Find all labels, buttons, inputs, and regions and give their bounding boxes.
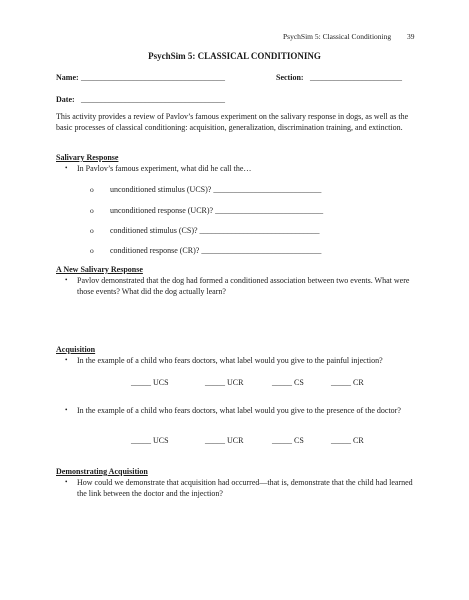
salivary-item-cs: conditioned stimulus (CS)? ______________________________ — [110, 226, 320, 235]
date-label: Date: — [56, 95, 75, 104]
section-line: _______________________ — [310, 73, 402, 82]
sub-bullet-icon: o — [90, 246, 94, 255]
new-salivary-heading: A New Salivary Response — [56, 265, 143, 274]
new-salivary-question: Pavlov demonstrated that the dog had formed a conditioned association between two events. What were those events? What did the dog actually learn? — [77, 276, 410, 296]
bullet-icon: • — [65, 478, 68, 486]
sub-bullet-icon: o — [90, 185, 94, 194]
section-label: Section: — [276, 73, 304, 82]
sub-bullet-icon: o — [90, 226, 94, 235]
option-ucs: _____ UCS — [131, 436, 169, 445]
date-line: ____________________________________ — [81, 95, 225, 104]
salivary-question: In Pavlov’s famous experiment, what did he call the… — [77, 164, 252, 173]
acquisition-question-1: In the example of a child who fears doctors, what label would you give to the painful injection? — [77, 356, 383, 365]
bullet-icon: • — [65, 164, 68, 172]
intro-paragraph: This activity provides a review of Pavlov’s famous experiment on the salivary response in dogs, as well as the basic processes of classical conditioning: acquisition, generalization, discrimination training, and extinction. — [56, 112, 409, 132]
bullet-icon: • — [65, 406, 68, 414]
sub-bullet-icon: o — [90, 206, 94, 215]
option-ucr: _____ UCR — [205, 378, 244, 387]
salivary-item-cr: conditioned response (CR)? ______________________________ — [110, 246, 322, 255]
option-ucr: _____ UCR — [205, 436, 244, 445]
option-cs: _____ CS — [272, 378, 304, 387]
page-number: 39 — [407, 32, 415, 41]
acquisition-heading: Acquisition — [56, 345, 96, 354]
demonstrating-question: How could we demonstrate that acquisition had occurred—that is, demonstrate that the child had learned the link between the doctor and the injection? — [77, 478, 413, 498]
bullet-icon: • — [65, 276, 68, 284]
bullet-icon: • — [65, 356, 68, 364]
name-line: ____________________________________ — [81, 73, 225, 82]
option-cr: _____ CR — [331, 378, 364, 387]
option-cr: _____ CR — [331, 436, 364, 445]
page-title: PsychSim 5: CLASSICAL CONDITIONING — [148, 51, 321, 61]
name-label: Name: — [56, 73, 79, 82]
demonstrating-heading: Demonstrating Acquisition — [56, 467, 148, 476]
option-cs: _____ CS — [272, 436, 304, 445]
salivary-item-ucs: unconditioned stimulus (UCS)? ___________________________ — [110, 185, 322, 194]
salivary-item-ucr: unconditioned response (UCR)? ___________________________ — [110, 206, 324, 215]
running-title: PsychSim 5: Classical Conditioning — [283, 32, 392, 41]
option-ucs: _____ UCS — [131, 378, 169, 387]
salivary-heading: Salivary Response — [56, 153, 119, 162]
acquisition-question-2: In the example of a child who fears doctors, what label would you give to the presence of the doctor? — [77, 406, 401, 415]
